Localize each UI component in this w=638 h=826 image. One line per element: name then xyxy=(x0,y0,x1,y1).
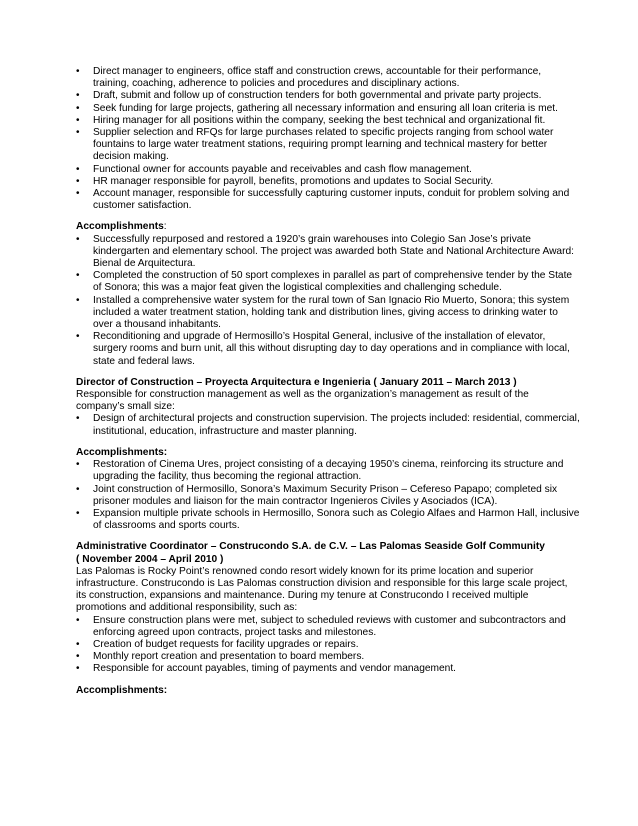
list-item: • Design of architectural projects and construction supervision. The projects included: residential, commercial, institutional, education, infrastructure and master planning. xyxy=(76,413,580,437)
accomplishments-heading: Accomplishments: xyxy=(76,221,167,233)
list-item: • Responsible for account payables, timing of payments and vendor management. xyxy=(76,663,580,675)
list-item: • Installed a comprehensive water system for the rural town of San Ignacio Rio Muerto, Sonora; this system included a water treatment station, holding tank and distribution lines, giving access to drinking water to over a thousand inhabitants. xyxy=(76,295,580,332)
list-item: • Direct manager to engineers, office staff and construction crews, accountable for their performance, training, coaching, adherence to policies and procedures and disciplinary actions. xyxy=(76,66,580,90)
list-item: • Draft, submit and follow up of construction tenders for both governmental and private party projects. xyxy=(76,90,580,102)
job-dates: ( November 2004 – April 2010 ) xyxy=(76,553,224,565)
director-responsibilities-list xyxy=(76,413,580,437)
list-item: • Restoration of Cinema Ures, project consisting of a decaying 1950’s cinema, reinforcing its structure and upgrading the facility, thus becoming the regional attraction. xyxy=(76,459,580,483)
job-summary: Las Palomas is Rocky Point’s renowned condo resort widely known for its prime location and superior infrastructure. Construcondo is Las Palomas construction division and responsible for this large scale project, its construction, expansions and maintenance. During my tenure at Construcondo I received multiple promotions and additional responsibility, such as: xyxy=(76,565,568,614)
list-item: • Supplier selection and RFQs for large purchases related to specific projects ranging from school water fountains to large water treatment stations, requiring prompt learning and technical mastery for better decision making. xyxy=(76,127,580,164)
list-item: • Successfully repurposed and restored a 1920’s grain warehouses into Colegio San Jose’s private kindergarten and elementary school. The project was awarded both State and National Architecture Award: Bienal de Arquitectura. xyxy=(76,234,580,271)
accomplishments-heading: Accomplishments: xyxy=(76,446,168,458)
list-item: • Completed the construction of 50 sport complexes in parallel as part of comprehensive tender by the State of Sonora; this was a major feat given the logistical complexities and challenging schedule. xyxy=(76,270,580,294)
job-summary: Responsible for construction management as well as the organization’s management as result of the company’s small size: xyxy=(76,389,529,413)
job-title-coordinator: Administrative Coordinator – Construcondo S.A. de C.V. – Las Palomas Seaside Golf Community xyxy=(76,541,545,553)
list-item: • Reconditioning and upgrade of Hermosillo’s Hospital General, inclusive of the installation of elevator, surgery rooms and burn unit, all this without disrupting day to day operations and in compliance with local, state and federal laws. xyxy=(76,331,580,368)
list-item: • Creation of budget requests for facility upgrades or repairs. xyxy=(76,639,580,651)
list-item: • Hiring manager for all positions within the company, seeking the best technical and organizational fit. xyxy=(76,115,580,127)
job-title-director: Director of Construction – Proyecta Arquitectura e Ingenieria ( January 2011 – March 2013 ) xyxy=(76,376,517,388)
list-item: • Functional owner for accounts payable and receivables and cash flow management. xyxy=(76,164,580,176)
list-item: • Ensure construction plans were met, subject to scheduled reviews with customer and subcontractors and enforcing agreed upon contracts, project tasks and milestones. xyxy=(76,615,580,639)
list-item: • Monthly report creation and presentation to board members. xyxy=(76,651,580,663)
coordinator-responsibilities-list xyxy=(76,615,580,676)
list-item: • Expansion multiple private schools in Hermosillo, Sonora such as Colegio Alfaes and Harmon Hall, inclusive of classrooms and sports courts. xyxy=(76,508,580,532)
list-item: • HR manager responsible for payroll, benefits, promotions and updates to Social Security. xyxy=(76,176,580,188)
accomplishments-heading: Accomplishments: xyxy=(76,684,168,696)
accomplishments-list xyxy=(76,459,580,532)
list-item: • Joint construction of Hermosillo, Sonora’s Maximum Security Prison – Cefereso Papapo; completed six prisoner modules and liaison for the main contractor Ingenieros Civiles y Asociados (ICA). xyxy=(76,484,580,508)
accomplishments-list xyxy=(76,234,580,368)
list-item: • Seek funding for large projects, gathering all necessary information and ensuring all loan criteria is met. xyxy=(76,103,580,115)
list-item: • Account manager, responsible for successfully capturing customer inputs, conduit for problem solving and customer satisfaction. xyxy=(76,188,580,212)
responsibilities-list xyxy=(76,66,580,212)
